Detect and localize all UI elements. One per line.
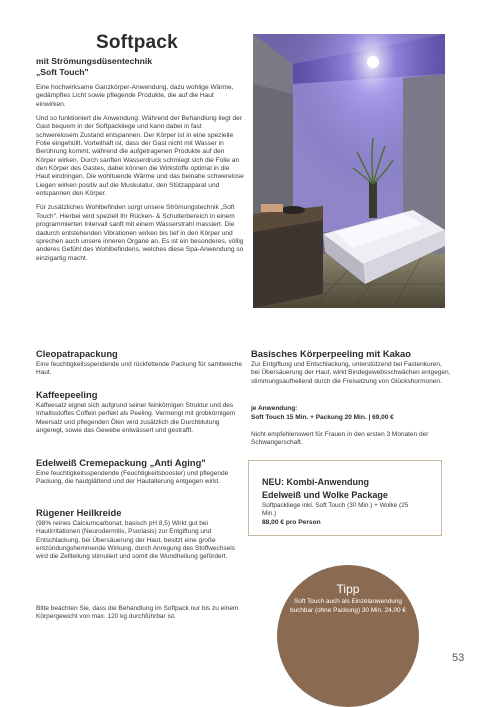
spa-room-illustration [253, 34, 445, 308]
kombi-package-heading [262, 476, 437, 501]
spa-room-photo [253, 34, 445, 308]
heading-edelweiss-cremepackung: Edelweiß Cremepackung „Anti Aging" [36, 457, 206, 468]
tipp-text: Soft Touch auch als Einzelanwendung buchbar (ohne Packung) 30 Min. 24,00 € [290, 598, 406, 614]
text-ruegener-heilkreide: (98% reines Calciumcarbonat; basisch pH 8,5) Wirkt gut bei Hautirritationen (Neurodermitis, Psoriasis) zur Entgiftung und Entschlackung, bei Übersäuerung der Haut, besitzt eine große entzündungshemmende Wirkung, durch Anregung des Stoffwechsels wird die Zellteilung stimuliert und somit die Wundheilung gefördert. [36, 520, 235, 561]
text-basisches-koerperpeeling: Zur Entgiftung und Entschlackung, unterstützend bei Fastenkuren, bei Übersäuerung der Haut, wirkt Bindegewebsschwächen entgegen, stimmungsaufhellend durch die Freisetzung von Glückshormonen. [251, 361, 451, 385]
heading-basisches-koerperpeeling: Basisches Körperpeeling mit Kakao [251, 348, 411, 359]
intro-paragraph-1: Eine hochwirksame Ganzkörper-Anwendung, dazu wohlige Wärme, gedämpftes Licht sowie pflegende Produkte, die auf die Haut einwirken. [36, 84, 234, 108]
intro-text [36, 84, 244, 269]
weight-limit-note: Bitte beachten Sie, dass die Behandlung im Softpack nur bis zu einem Körpergewicht von max. 120 kg durchführbar ist. [36, 605, 239, 621]
text-cleopatrapackung: Eine feuchtigkeitsspendende und rückfettende Packung für samtweiche Haut. [36, 361, 242, 377]
intro-paragraph-3: Für zusätzliches Wohlbefinden sorgt unsere Strömungstechnik „Soft Touch". Hierbei wird speziell Ihr Rücken- & Schulterbereich in einem programmierten Intervall sanft mit einem Wasserstrahl massiert. Die dadurch entstehenden Vibrationen wirken bis tief in den Körper und sprechen auch unsere inneren Organe an. Es ist ein besonderes, völlig anderes Gefühl des Wohlbefindens, welches diese Spa-Anwendung so einzigartig macht. [36, 204, 244, 262]
subtitle-line-2: „Soft Touch" [36, 66, 89, 77]
heading-cleopatrapackung: Cleopatrapackung [36, 348, 118, 359]
tipp-heading: Tipp [336, 582, 360, 596]
heading-kaffeepeeling: Kaffeepeeling [36, 389, 98, 400]
subtitle-line-1: mit Strömungsdüsentechnik [36, 56, 153, 66]
intro-paragraph-2: Und so funktioniert die Anwendung: Während der Behandlung liegt der Gast bequem in der Softpackliege und kann dabei in fast schwerelosem Zustand entspannen. Der Körper ist in eine spezielle Folie eingehüllt. Vorteilhaft ist, dass der Gast nicht mit Wasser in Berührung kommt, während die aufgetragenen Produkte auf den Körper wirken. Durch sanften Wasserdruck schmiegt sich die Folie an den Körper des Gastes, dabei können die Wirkstoffe optimal in die Haut eindringen. Die wohltuende Wärme und das beinahe schwerelose Liegen wirken positiv auf die Muskulatur, den Stützapparat und entspannen den Körper. [36, 115, 244, 198]
text-kaffeepeeling: Kaffeesatz eignet sich aufgrund seiner feinkörnigen Struktur und des Inhaltsstoffes Coffein perfekt als Peeling. Vermengt mit grobkörnigem Meersalz und pflegenden Ölen wird zusätzlich die Durchblutung angeregt, sowie das Gewebe entwässert und gestrafft. [36, 402, 236, 435]
kombi-heading-line-1: NEU: Kombi-Anwendung [262, 477, 369, 487]
price-line: Soft Touch 15 Min. + Packung 20 Min. | 69,00 € [251, 414, 394, 421]
page-subtitle [36, 56, 236, 77]
heading-ruegener-heilkreide: Rügener Heilkreide [36, 507, 122, 518]
kombi-package-price: 88,00 € pro Person [262, 519, 321, 526]
kombi-heading-line-2: Edelweiß und Wolke Package [262, 489, 388, 500]
pregnancy-hint: Nicht empfehlenswert für Frauen in den ersten 3 Monaten der Schwangerschaft. [251, 431, 429, 447]
page-number: 53 [452, 652, 465, 664]
text-edelweiss-cremepackung: Eine feuchtigkeitsspendende (Feuchtigkeitsbooster) und pflegende Packung, die hautglättend und der Hautalterung entgegen wirkt. [36, 470, 229, 486]
page-title: Softpack [96, 32, 178, 53]
price-label: je Anwendung: [251, 405, 298, 412]
kombi-package-text: Softpackliege inkl. Soft Touch (30 Min.) + Wolke (25 Min.) [262, 502, 409, 518]
